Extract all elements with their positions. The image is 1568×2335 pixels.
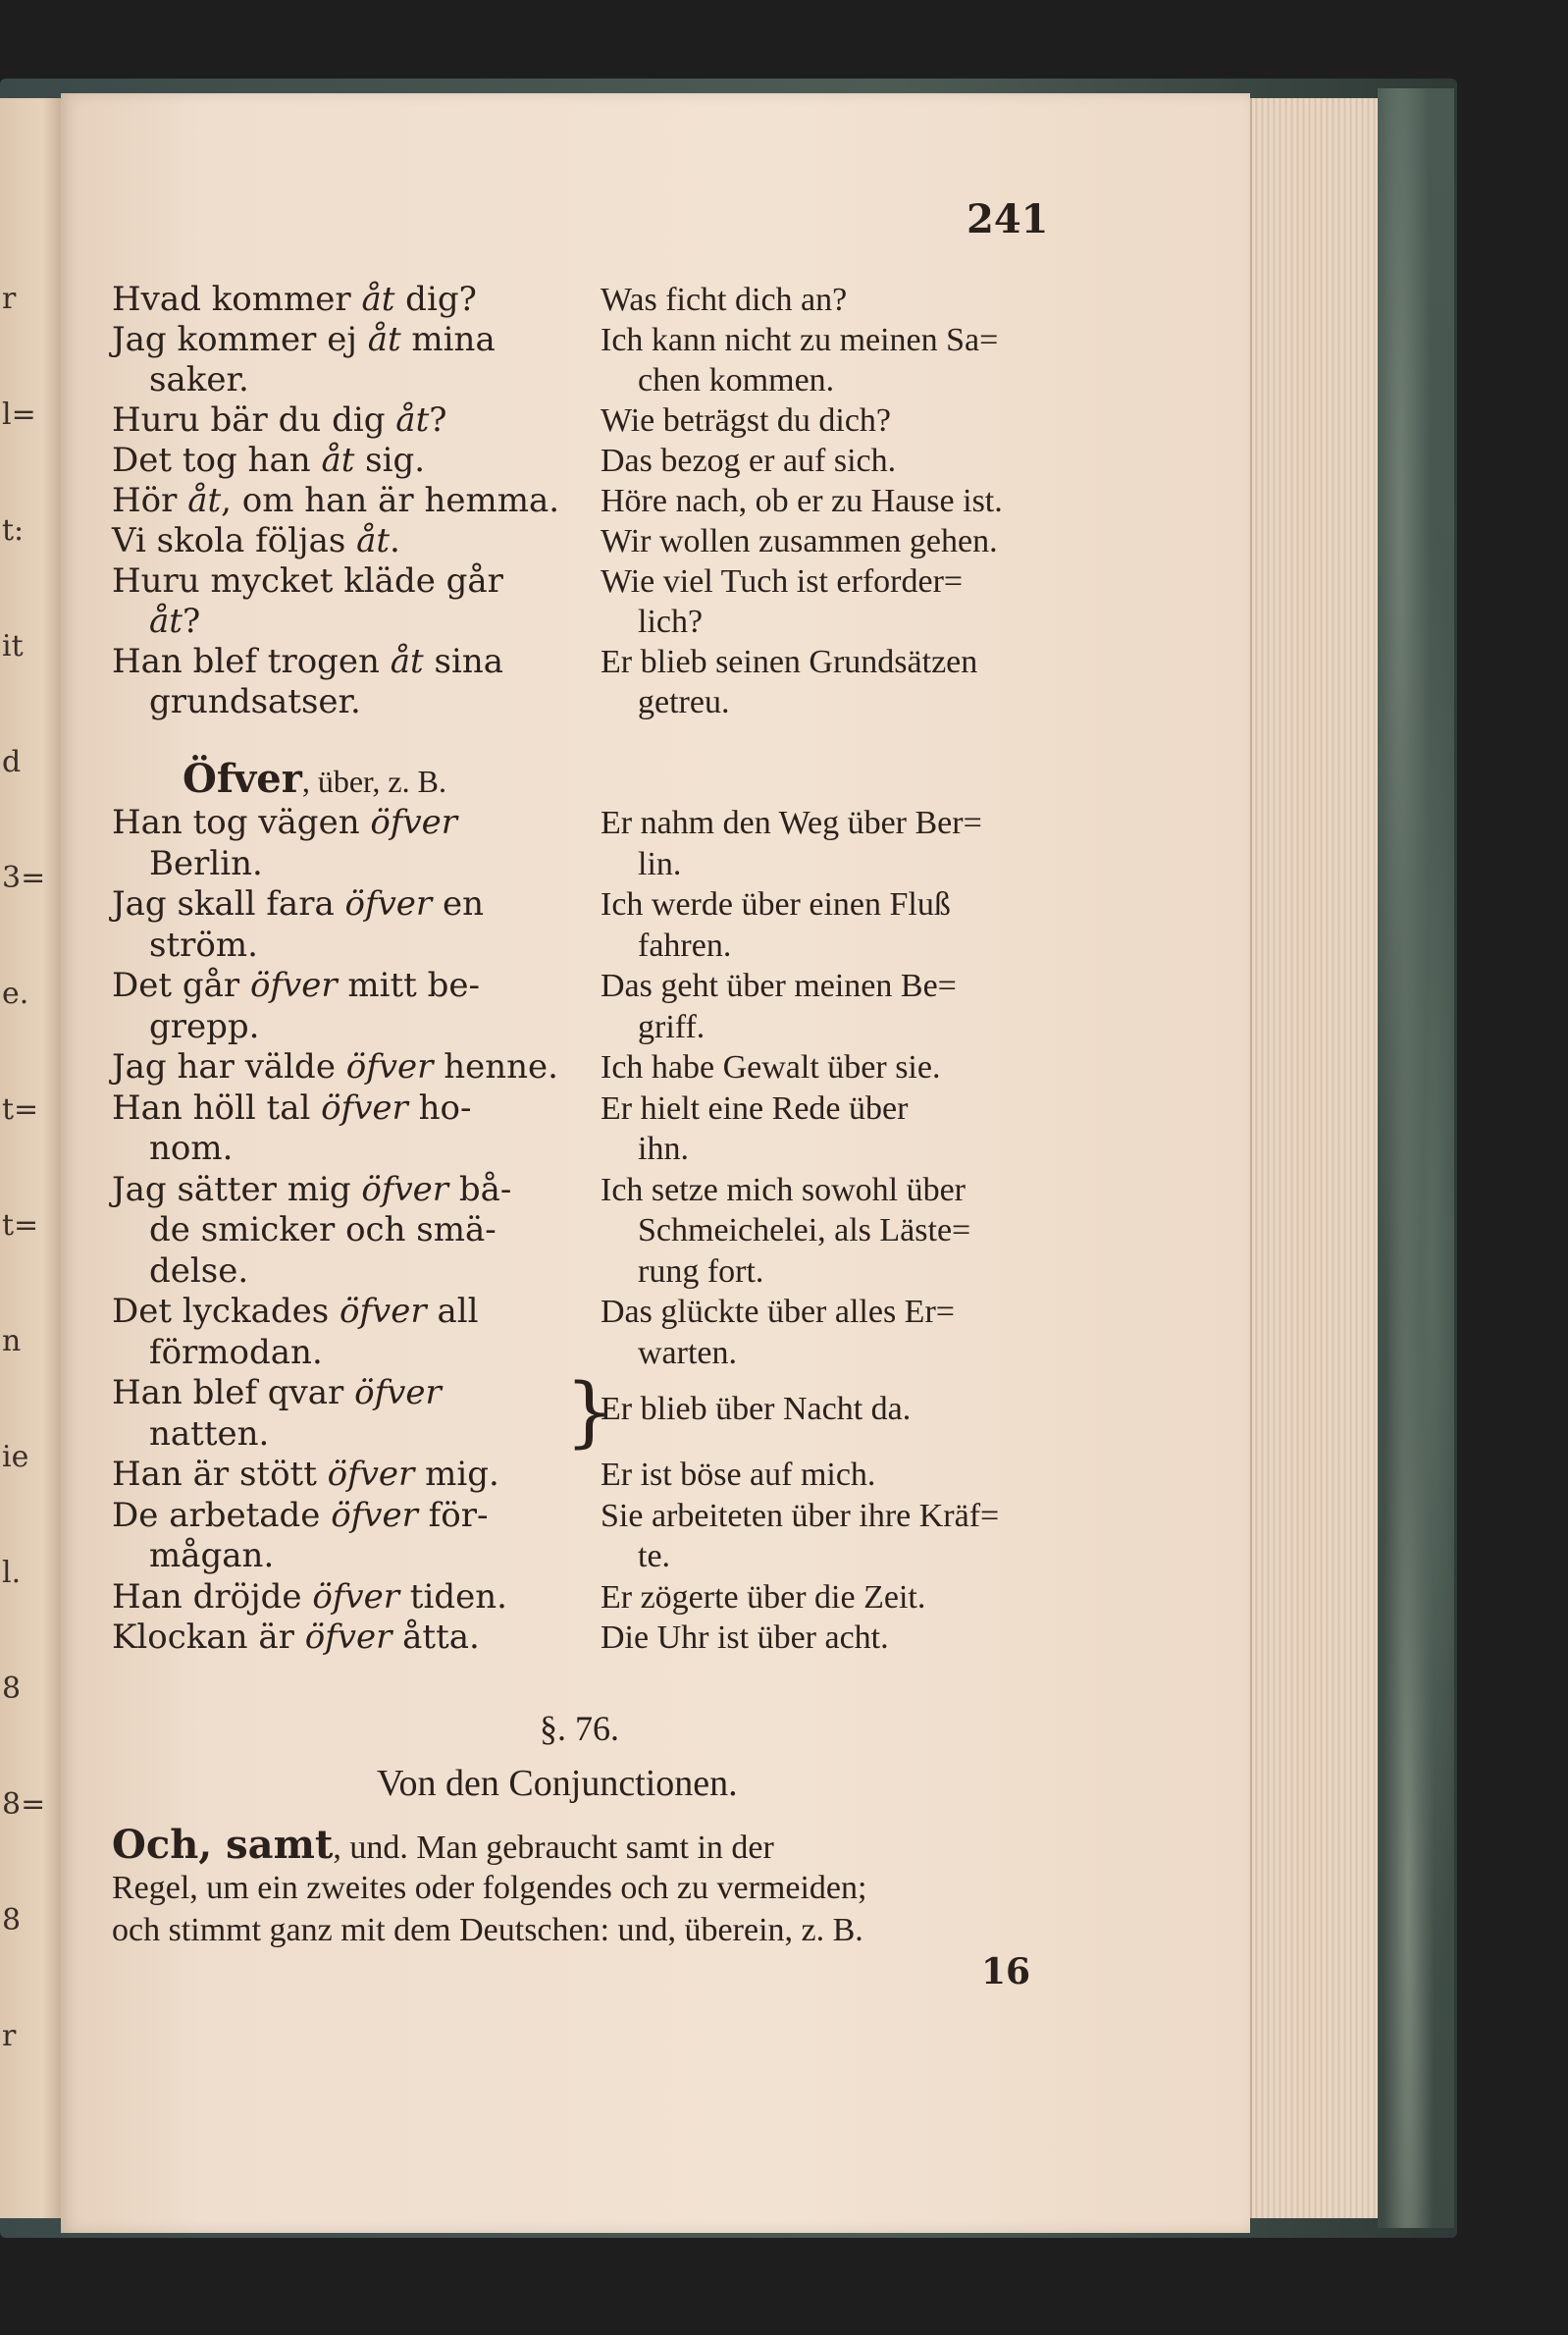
swedish-text-end: för- [417,1495,489,1535]
swedish-keyword: öfver [345,1047,434,1087]
marbled-edge [1378,88,1454,2228]
german-translation: Sie arbeiteten über ihre Kräf= [601,1497,1000,1534]
german-translation: Er hielt eine Rede über [601,1089,909,1127]
german-translation: ihn. [638,1131,689,1167]
swedish-text: Jag kommer ej [112,320,368,359]
german-translation: Ich werde über einen Fluß [601,886,951,923]
oefver-heading [183,756,446,802]
section-number: §. 76. [540,1709,619,1748]
swedish-text-end: dig? [394,280,477,319]
swedish-keyword: öfver [344,884,433,924]
swedish-example [112,1496,488,1536]
german-translation: Er blieb seinen Grundsätzen [601,644,978,680]
german-translation: lich? [638,604,704,640]
german-translation: getreu. [638,684,730,720]
swedish-text-end: åtta. [392,1618,480,1657]
swedish-keyword: öfver [361,1169,449,1209]
swedish-text: Hör [112,481,188,520]
swedish-text: nom. [149,1129,234,1168]
facing-page-fragment: e. [2,977,29,1011]
swedish-text: De arbetade [112,1495,332,1535]
german-translation: Schmeichelei, als Läste= [638,1212,971,1248]
swedish-text: Det lyckades [112,1292,340,1331]
swedish-keyword: öfver [370,803,458,842]
german-translation: fahren. [638,927,732,964]
swedish-example [112,1170,511,1210]
swedish-example [112,1129,233,1169]
german-translation: Ich setze mich sowohl über [601,1171,966,1208]
swedish-text: Klockan är [112,1618,305,1657]
german-translation: Er zögerte über die Zeit. [601,1578,926,1616]
swedish-text: saker. [149,360,249,399]
swedish-example [112,602,200,642]
swedish-keyword: åt [395,400,430,440]
swedish-keyword: öfver [354,1373,442,1412]
swedish-text-end: sina [423,642,504,681]
swedish-example [112,1333,323,1373]
swedish-text: natten. [149,1413,270,1454]
swedish-keyword: öfver [304,1618,392,1657]
swedish-text-end: mig. [414,1455,499,1494]
swedish-text: Vi skola följas [112,521,357,560]
swedish-text: grepp. [149,1006,260,1046]
swedish-example [112,844,263,884]
swedish-text-end: henne. [433,1047,558,1087]
facing-page-fragment: r [2,2019,17,2053]
swedish-example [112,1577,507,1618]
swedish-example [112,1373,442,1413]
brace-translation: Er blieb über Nacht da. [601,1391,912,1427]
swedish-example [112,1292,478,1332]
german-translation: Ich habe Gewalt über sie. [601,1049,941,1086]
swedish-example [112,1088,471,1129]
swedish-example [112,1210,497,1250]
swedish-text: Jag skall fara [112,884,345,924]
german-translation: Er nahm den Weg über Ber= [601,805,982,841]
swedish-text-end: ho- [407,1088,472,1128]
swedish-text-end: mitt be- [337,966,481,1005]
swedish-text: Jag sätter mig [112,1169,362,1209]
facing-page-fragment: 8 [2,1672,22,1706]
german-translation: Wie viel Tuch ist erforder= [601,563,964,600]
swedish-text-end: tiden. [399,1576,507,1617]
german-translation: Wir wollen zusammen gehen. [601,523,998,559]
swedish-keyword: öfver [249,966,338,1005]
swedish-keyword: åt [187,481,222,520]
swedish-text: Huru bär du dig [112,400,396,440]
swedish-text-end: all [426,1292,479,1331]
facing-page-fragment: ie [2,1440,29,1474]
swedish-example [112,1536,274,1576]
swedish-text: Han tog vägen [112,803,371,842]
swedish-keyword: öfver [331,1495,418,1535]
swedish-text: de smicker och smä- [149,1210,497,1249]
swedish-example [112,521,400,561]
swedish-example [112,280,477,320]
paragraph-line-2: Regel, um ein zweites oder folgendes och zu vermeiden; [112,1870,867,1906]
swedish-text-end: bå- [448,1169,512,1209]
swedish-text: ström. [149,925,258,965]
swedish-example [112,1414,269,1455]
paragraph-line-3: och stimmt ganz mit dem Deutschen: und, überein, z. B. [112,1912,863,1948]
german-translation: chen kommen. [638,362,835,398]
swedish-example [112,1251,248,1292]
swedish-keyword: åt [149,602,183,641]
german-translation: te. [638,1538,671,1574]
swedish-text: Han höll tal [112,1088,322,1128]
swedish-text-end: ? [182,602,201,641]
german-translation: Was ficht dich an? [601,282,848,318]
section-title: Von den Conjunctionen. [377,1763,738,1804]
swedish-text: Det tog han [112,441,322,480]
german-translation: rung fort. [638,1252,764,1290]
swedish-example [112,926,258,966]
german-translation: warten. [638,1334,738,1371]
swedish-example [112,966,480,1006]
swedish-keyword: öfver [312,1576,399,1617]
german-translation: Wie beträgst du dich? [601,402,892,439]
paragraph-line-1 [112,1824,1103,1869]
facing-page-fragment: t= [2,1092,39,1127]
swedish-text-end: mina [400,320,496,359]
swedish-keyword: åt [367,320,401,359]
facing-page-fragment: it [2,629,24,663]
signature-mark: 16 [981,1951,1031,1992]
swedish-text: delse. [149,1250,249,1291]
swedish-text-end: , om han är hemma. [221,481,560,520]
swedish-text: Hvad kommer [112,280,362,319]
swedish-example [112,803,457,843]
facing-page-fragment: l. [2,1556,22,1590]
swedish-text-end: sig. [354,441,426,480]
swedish-text: Jag har välde [112,1047,346,1087]
facing-page-fragment: r [2,282,17,316]
facing-page-fragment: n [2,1324,22,1358]
swedish-text: Han blef trogen [112,642,391,681]
swedish-example [112,1618,480,1658]
swedish-text-end: ? [429,400,447,440]
swedish-text: Han dröjde [112,1576,313,1617]
swedish-keyword: åt [321,441,355,480]
curly-brace: } [565,1368,614,1457]
swedish-keyword: åt [390,642,424,681]
german-translation: griff. [638,1008,706,1045]
german-translation: Ich kann nicht zu meinen Sa= [601,322,999,358]
swedish-text: Berlin. [149,843,263,883]
facing-page-fragment: t: [2,513,25,548]
swedish-example [112,400,446,441]
swedish-keyword: öfver [327,1455,415,1494]
swedish-text-end: en [432,884,485,924]
swedish-text: Han är stött [112,1455,328,1494]
oefver-heading-word: Öfver [183,756,302,802]
swedish-keyword: åt [356,521,391,560]
swedish-keyword: öfver [321,1088,408,1128]
swedish-example [112,884,484,925]
swedish-keyword: åt [361,280,395,319]
swedish-example [112,1007,259,1047]
facing-page-fragment: l= [2,398,36,432]
oefver-heading-rest: , über, z. B. [301,764,446,799]
facing-page-fragment: 8 [2,1903,22,1937]
swedish-example [112,441,425,481]
swedish-example [112,481,559,521]
swedish-text: förmodan. [149,1332,323,1372]
facing-page-fragment: 3= [2,861,46,895]
german-translation: lin. [638,845,682,882]
paragraph-line-1-rest: , und. Man gebraucht samt in der [333,1830,774,1866]
swedish-example [112,360,249,400]
facing-page-fragment: d [2,745,22,779]
facing-page-edge [0,98,63,2218]
german-translation: Das glückte über alles Er= [601,1294,955,1330]
page-number: 241 [967,196,1049,242]
swedish-keyword: öfver [340,1292,427,1331]
swedish-example [112,1455,499,1495]
swedish-text: Det går [112,966,250,1005]
swedish-example [112,642,503,682]
swedish-text: grundsatser. [149,682,361,721]
swedish-example [112,561,503,602]
facing-page-fragment: t= [2,1208,39,1243]
facing-page-fragment: 8= [2,1787,46,1822]
german-translation: Das bezog er auf sich. [601,443,897,479]
swedish-text: Han blef qvar [112,1373,355,1412]
german-translation: Höre nach, ob er zu Hause ist. [601,483,1003,519]
page-stack-edge [1250,98,1380,2218]
swedish-text: mågan. [149,1536,275,1575]
german-translation: Das geht über meinen Be= [601,968,957,1004]
german-translation: Er ist böse auf mich. [601,1457,876,1493]
swedish-text: Huru mycket kläde går [112,561,503,601]
german-translation: Die Uhr ist über acht. [601,1619,889,1656]
paragraph-bold-term: Och, samt [112,1822,334,1868]
swedish-example [112,682,361,722]
swedish-example [112,320,496,360]
swedish-text-end: . [390,521,400,560]
swedish-example [112,1047,558,1088]
